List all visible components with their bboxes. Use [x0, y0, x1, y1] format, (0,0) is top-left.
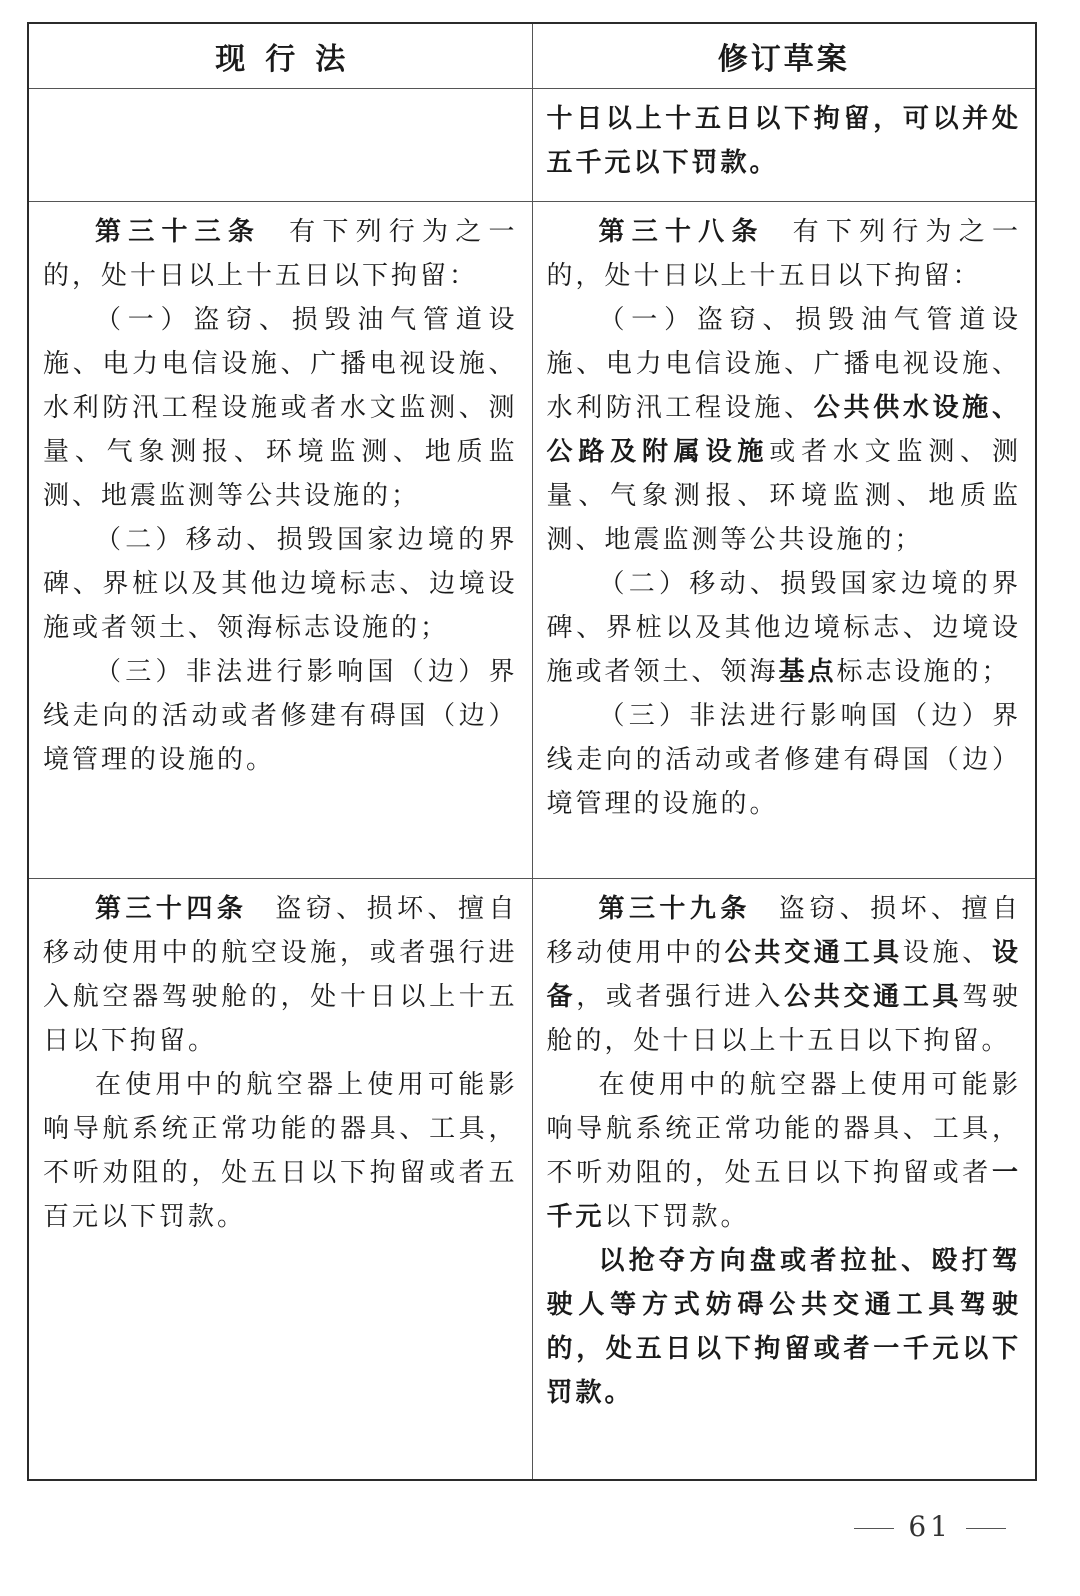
revised-draft-cell — [532, 89, 1036, 202]
comparison-page — [27, 22, 1035, 1481]
table-row — [28, 879, 1036, 1481]
clause-paragraph: 在使用中的航空器上使用可能影响导航系统正常功能的器具、工具，不听劝阻的，处五日以下拘留或者一千元以下罚款。 — [546, 1070, 1021, 1232]
page-number: 61 — [908, 1510, 952, 1543]
amended-text: 公共交通工具 — [784, 982, 963, 1012]
draft-continuation-paragraph: 十日以上十五日以下拘留，可以并处五千元以下罚款。 — [546, 104, 1021, 178]
current-law-cell — [28, 879, 532, 1481]
amended-text: 以抢夺方向盘或者拉扯、殴打驾驶人等方式妨碍公共交通工具驾驶的，处五日以下拘留或者一千元以下罚款。 — [546, 1246, 1021, 1408]
law-comparison-table — [27, 22, 1037, 1481]
article-number: 第三十三条 — [95, 217, 262, 247]
current-law-cell — [28, 202, 532, 879]
footer-dash-right — [966, 1528, 1006, 1529]
clause-paragraph: （一）盗窃、损毁油气管道设施、电力电信设施、广播电视设施、水利防汛工程设施、公共供水设施、公路及附属设施或者水文监测、测量、气象测报、环境监测、地质监测、地震监测等公共设施的； — [546, 305, 1021, 555]
table-header-row — [28, 23, 1036, 89]
article-number: 第三十四条 — [95, 894, 248, 924]
revised-draft-cell — [532, 202, 1036, 879]
current-law-cell — [28, 89, 532, 202]
page-footer — [840, 1510, 1020, 1543]
article-paragraph: 第三十四条 盗窃、损坏、擅自移动使用中的航空设施，或者强行进入航空器驾驶舱的，处十日以上十五日以下拘留。 — [43, 894, 518, 1056]
header-current-law: 现行法 — [28, 23, 532, 89]
clause-paragraph: 在使用中的航空器上使用可能影响导航系统正常功能的器具、工具，不听劝阻的，处五日以下拘留或者五百元以下罚款。 — [43, 1070, 518, 1232]
table-row — [28, 202, 1036, 879]
article-number: 第三十九条 — [598, 894, 751, 924]
clause-paragraph: （二）移动、损毁国家边境的界碑、界桩以及其他边境标志、边境设施或者领土、领海基点标志设施的； — [546, 569, 1021, 687]
new-clause-paragraph — [547, 1239, 1022, 1415]
clause-paragraph: （三）非法进行影响国（边）界线走向的活动或者修建有碍国（边）境管理的设施的。 — [546, 701, 1021, 819]
footer-dash-left — [854, 1528, 894, 1529]
amended-text: 基点 — [778, 657, 837, 687]
article-paragraph: 第三十九条 盗窃、损坏、擅自移动使用中的公共交通工具设施、设备，或者强行进入公共交通工具驾驶舱的，处十日以上十五日以下拘留。 — [546, 894, 1021, 1056]
revised-draft-cell — [532, 879, 1036, 1481]
amended-text: 设备 — [546, 938, 1021, 1012]
article-number: 第三十八条 — [598, 217, 765, 247]
amended-text: 公共交通工具 — [724, 938, 903, 968]
clause-paragraph: （三）非法进行影响国（边）界线走向的活动或者修建有碍国（边）境管理的设施的。 — [43, 657, 518, 775]
clause-paragraph: （一）盗窃、损毁油气管道设施、电力电信设施、广播电视设施、水利防汛工程设施或者水文监测、测量、气象测报、环境监测、地质监测、地震监测等公共设施的； — [43, 305, 518, 511]
amended-text: 一千元 — [546, 1158, 1021, 1232]
article-paragraph: 第三十八条 有下列行为之一的，处十日以上十五日以下拘留： — [546, 217, 1021, 291]
amended-text: 公共供水设施、公路及附属设施 — [546, 393, 1021, 467]
header-revised-draft: 修订草案 — [532, 23, 1036, 89]
clause-paragraph: （二）移动、损毁国家边境的界碑、界桩以及其他边境标志、边境设施或者领土、领海标志设施的； — [43, 525, 518, 643]
table-row — [28, 89, 1036, 202]
article-paragraph: 第三十三条 有下列行为之一的，处十日以上十五日以下拘留： — [43, 217, 518, 291]
